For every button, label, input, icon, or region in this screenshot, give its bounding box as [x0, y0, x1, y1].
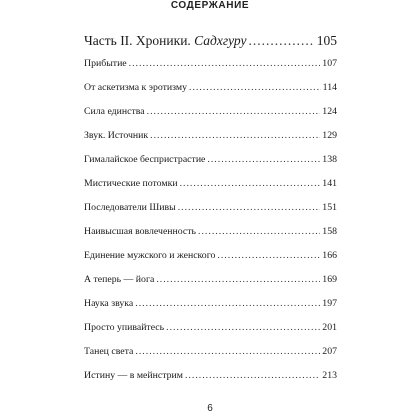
toc-entry-page: 213: [322, 370, 337, 381]
toc-entry-title: От аскетизма к эротизму: [84, 82, 187, 93]
toc-entry-page: 197: [322, 298, 337, 309]
toc-part-heading: [84, 32, 337, 50]
leader-dots: [135, 346, 320, 358]
toc-entry-title: Танец света: [84, 346, 134, 357]
toc-entry-title: Прибытие: [84, 58, 127, 69]
toc-entry-title: Наивысшая вовлеченность: [84, 226, 197, 237]
page-header: СОДЕРЖАНИЕ: [170, 0, 250, 11]
toc-entry: [84, 250, 337, 262]
toc-entry-page: 151: [322, 202, 337, 213]
toc-entry-title: Последователи Шивы: [84, 202, 176, 213]
toc-entry: [84, 106, 337, 118]
toc-entry-title: Мистические потомки: [84, 178, 178, 189]
leader-dots: [150, 130, 320, 142]
toc-entry-page: 166: [322, 250, 337, 261]
toc-entry-page: 129: [322, 130, 337, 141]
toc-entry-title: А теперь — йога: [84, 274, 155, 285]
toc-entry-title: Истину — в мейнстрим: [84, 370, 183, 381]
toc-entry: [84, 226, 337, 238]
leader-dots: [248, 32, 314, 50]
leader-dots: [147, 106, 321, 118]
part-page-number: 105: [316, 33, 337, 48]
toc-entry-title: Гималайское беспристрастие: [84, 154, 206, 165]
part-title-main: Часть II. Хроники.: [84, 33, 195, 48]
toc-entry: [84, 154, 337, 166]
toc-entry: [84, 202, 337, 214]
leader-dots: [178, 202, 321, 214]
toc-entry-page: 207: [322, 346, 337, 357]
part-title: [84, 32, 246, 50]
toc-entry-page: 114: [322, 82, 337, 93]
toc-entry-page: 124: [322, 106, 337, 117]
toc-entry: [84, 274, 337, 286]
toc-entries: [84, 58, 337, 382]
toc-entry: [84, 130, 337, 142]
table-of-contents: [84, 32, 337, 382]
leader-dots: [189, 82, 321, 94]
toc-entry-page: 201: [322, 322, 337, 333]
leader-dots: [156, 274, 320, 286]
toc-entry-page: 158: [322, 226, 337, 237]
toc-entry: [84, 370, 337, 382]
toc-entry-title: Единение мужского и женского: [84, 250, 216, 261]
part-title-italic: Садхгуру: [194, 33, 247, 48]
toc-entry: [84, 322, 337, 334]
leader-dots: [185, 370, 320, 382]
leader-dots: [166, 322, 320, 334]
toc-entry-page: 141: [322, 178, 337, 189]
toc-entry-title: Просто упивайтесь: [84, 322, 165, 333]
toc-entry-page: 138: [322, 154, 337, 165]
toc-entry-page: 169: [322, 274, 337, 285]
toc-entry-title: Звук. Источник: [84, 130, 149, 141]
toc-entry-title: Сила единства: [84, 106, 145, 117]
leader-dots: [129, 58, 321, 70]
toc-entry: [84, 58, 337, 70]
toc-entry: [84, 82, 337, 94]
toc-entry: [84, 346, 337, 358]
toc-entry-title: Наука звука: [84, 298, 134, 309]
toc-entry: [84, 298, 337, 310]
toc-entry-page: 107: [322, 58, 337, 69]
page-number: 6: [207, 403, 213, 414]
leader-dots: [207, 154, 320, 166]
leader-dots: [217, 250, 320, 262]
toc-entry: [84, 178, 337, 190]
leader-dots: [198, 226, 320, 238]
leader-dots: [135, 298, 320, 310]
leader-dots: [180, 178, 321, 190]
